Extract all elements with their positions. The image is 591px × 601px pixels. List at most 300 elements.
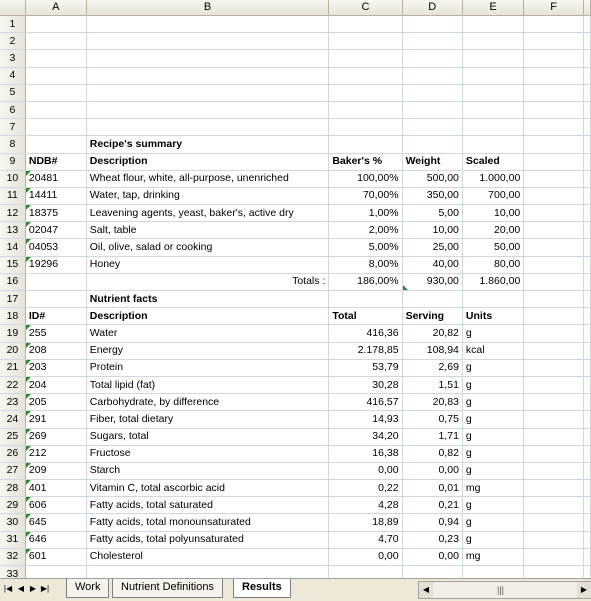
nutrient-total-cell[interactable]: 416,57 (329, 394, 402, 411)
cell[interactable] (584, 239, 591, 256)
header-total[interactable]: Total (329, 308, 402, 325)
nutrient-unit-cell[interactable]: kcal (462, 342, 523, 359)
cell[interactable] (25, 101, 86, 118)
ndb-cell[interactable]: 14411 (25, 187, 86, 204)
cell[interactable] (584, 50, 591, 67)
nutrient-description-cell[interactable]: Protein (86, 359, 329, 376)
description-cell[interactable]: Water, tap, drinking (86, 187, 329, 204)
nutrient-serving-cell[interactable]: 0,21 (402, 497, 462, 514)
table-row (0, 205, 591, 222)
cell[interactable] (584, 187, 591, 204)
nutrient-serving-cell[interactable]: 20,82 (402, 325, 462, 342)
bakers-pct-cell[interactable]: 2,00% (329, 222, 402, 239)
description-cell[interactable]: Wheat flour, white, all-purpose, unenriched (86, 170, 329, 187)
cell[interactable] (25, 273, 86, 290)
row-header[interactable]: 15 (0, 256, 25, 273)
cell[interactable] (524, 205, 584, 222)
header-scaled[interactable]: Scaled (462, 153, 523, 170)
row-header[interactable]: 12 (0, 205, 25, 222)
cell[interactable] (524, 153, 584, 170)
cell[interactable] (524, 170, 584, 187)
row-header[interactable]: 2 (0, 33, 25, 50)
table-row (0, 394, 591, 411)
table-row (0, 548, 591, 565)
ndb-cell[interactable]: 19296 (25, 256, 86, 273)
row-header[interactable]: 10 (0, 170, 25, 187)
nutrient-id-cell[interactable]: 203 (25, 359, 86, 376)
cell[interactable] (524, 119, 584, 136)
bakers-pct-cell[interactable]: 8,00% (329, 256, 402, 273)
column-header-c[interactable]: C (329, 0, 402, 16)
column-header-overflow[interactable] (584, 0, 591, 16)
bakers-pct-cell[interactable]: 5,00% (329, 239, 402, 256)
description-cell[interactable]: Honey (86, 256, 329, 273)
row-header[interactable]: 32 (0, 548, 25, 565)
row-header[interactable]: 21 (0, 359, 25, 376)
cell[interactable] (584, 325, 591, 342)
table-row (0, 480, 591, 497)
nutrient-id-cell[interactable]: 601 (25, 548, 86, 565)
row-header[interactable]: 5 (0, 84, 25, 101)
cell[interactable] (524, 101, 584, 118)
row-header[interactable]: 27 (0, 462, 25, 479)
cell[interactable] (86, 84, 329, 101)
cell[interactable] (584, 67, 591, 84)
cell[interactable] (524, 84, 584, 101)
nutrient-serving-cell[interactable]: 1,71 (402, 428, 462, 445)
select-all-corner[interactable] (0, 0, 25, 16)
cell[interactable] (584, 342, 591, 359)
row-header[interactable]: 23 (0, 394, 25, 411)
nutrient-id-cell[interactable]: 645 (25, 514, 86, 531)
cell[interactable] (584, 84, 591, 101)
cell[interactable] (524, 342, 584, 359)
cell[interactable] (524, 16, 584, 33)
nutrient-description-cell[interactable]: Sugars, total (86, 428, 329, 445)
cell[interactable] (584, 428, 591, 445)
row-header[interactable]: 22 (0, 376, 25, 393)
nutrient-description-cell[interactable]: Carbohydrate, by difference (86, 394, 329, 411)
cell[interactable] (584, 480, 591, 497)
nutrient-id-cell[interactable]: 255 (25, 325, 86, 342)
cell[interactable] (524, 480, 584, 497)
row-header[interactable]: 17 (0, 291, 25, 308)
description-cell[interactable]: Salt, table (86, 222, 329, 239)
cell[interactable] (584, 205, 591, 222)
tab-nutrient-definitions[interactable] (112, 579, 223, 598)
nutrient-unit-cell[interactable]: mg (462, 548, 523, 565)
nutrient-description-cell[interactable]: Vitamin C, total ascorbic acid (86, 480, 329, 497)
weight-cell[interactable]: 10,00 (402, 222, 462, 239)
scaled-cell[interactable]: 700,00 (462, 187, 523, 204)
section-title-nutrients[interactable]: Nutrient facts (86, 291, 329, 308)
nutrient-description-cell[interactable]: Fiber, total dietary (86, 411, 329, 428)
cell[interactable] (329, 84, 402, 101)
cell[interactable] (25, 67, 86, 84)
cell[interactable] (402, 119, 462, 136)
cell[interactable] (329, 101, 402, 118)
scaled-cell[interactable]: 1.000,00 (462, 170, 523, 187)
cell[interactable] (462, 84, 523, 101)
cell[interactable] (462, 101, 523, 118)
cell[interactable] (584, 101, 591, 118)
cell[interactable] (524, 325, 584, 342)
ndb-cell[interactable]: 20481 (25, 170, 86, 187)
cell[interactable] (524, 359, 584, 376)
next-sheet-icon[interactable]: ▶ (29, 584, 37, 593)
row-header[interactable]: 11 (0, 187, 25, 204)
nutrient-id-cell[interactable]: 212 (25, 445, 86, 462)
nutrient-serving-cell[interactable]: 0,01 (402, 480, 462, 497)
cell[interactable] (329, 119, 402, 136)
cell[interactable] (86, 101, 329, 118)
nutrient-serving-cell[interactable]: 20,83 (402, 394, 462, 411)
row-header[interactable]: 28 (0, 480, 25, 497)
nutrient-total-cell[interactable]: 416,36 (329, 325, 402, 342)
nutrient-id-cell[interactable]: 646 (25, 531, 86, 548)
cell[interactable] (25, 566, 86, 579)
cell[interactable] (524, 222, 584, 239)
cell[interactable] (524, 497, 584, 514)
totals-weight[interactable]: 930,00 (402, 273, 462, 290)
nutrient-unit-cell[interactable]: g (462, 411, 523, 428)
row-header[interactable]: 16 (0, 273, 25, 290)
cell[interactable] (86, 119, 329, 136)
column-header-e[interactable]: E (462, 0, 523, 16)
table-row (0, 566, 591, 579)
cell[interactable] (584, 462, 591, 479)
cell[interactable] (329, 33, 402, 50)
first-sheet-icon[interactable]: |◀ (3, 584, 13, 593)
cell[interactable] (524, 411, 584, 428)
row-header[interactable]: 31 (0, 531, 25, 548)
nutrient-id-cell[interactable]: 208 (25, 342, 86, 359)
cell[interactable] (524, 566, 584, 579)
nutrient-total-cell[interactable]: 2.178,85 (329, 342, 402, 359)
row-header[interactable]: 14 (0, 239, 25, 256)
nutrient-total-cell[interactable]: 0,00 (329, 548, 402, 565)
cell[interactable] (584, 170, 591, 187)
cell[interactable] (25, 136, 86, 153)
cell[interactable] (524, 462, 584, 479)
cell[interactable] (462, 566, 523, 579)
table-row (0, 187, 591, 204)
tab-work[interactable] (66, 579, 109, 598)
row-header[interactable]: 20 (0, 342, 25, 359)
nutrient-serving-cell[interactable]: 0,23 (402, 531, 462, 548)
cell[interactable] (524, 394, 584, 411)
nutrient-total-cell[interactable]: 4,70 (329, 531, 402, 548)
nutrient-total-cell[interactable]: 30,28 (329, 376, 402, 393)
nutrient-total-cell[interactable]: 14,93 (329, 411, 402, 428)
cell[interactable] (25, 50, 86, 67)
section-title-recipe[interactable]: Recipe's summary (86, 136, 329, 153)
cell[interactable] (329, 136, 402, 153)
cell[interactable] (462, 50, 523, 67)
nutrient-unit-cell[interactable]: g (462, 514, 523, 531)
cell[interactable] (25, 291, 86, 308)
nutrient-unit-cell[interactable]: g (462, 359, 523, 376)
nutrient-total-cell[interactable]: 0,00 (329, 462, 402, 479)
cell[interactable] (462, 291, 523, 308)
nutrient-id-cell[interactable]: 291 (25, 411, 86, 428)
nutrient-id-cell[interactable]: 205 (25, 394, 86, 411)
table-row (0, 50, 591, 67)
cell[interactable] (329, 67, 402, 84)
cell[interactable] (584, 308, 591, 325)
nutrient-serving-cell[interactable]: 0,94 (402, 514, 462, 531)
row-header[interactable]: 33 (0, 566, 25, 579)
scaled-cell[interactable]: 10,00 (462, 205, 523, 222)
nutrient-unit-cell[interactable]: g (462, 394, 523, 411)
cell[interactable] (584, 411, 591, 428)
cell[interactable] (524, 256, 584, 273)
table-row (0, 170, 591, 187)
cell[interactable] (584, 136, 591, 153)
prev-sheet-icon[interactable]: ◀ (17, 584, 25, 593)
cell[interactable] (462, 136, 523, 153)
nutrient-unit-cell[interactable]: g (462, 531, 523, 548)
ndb-cell[interactable]: 02047 (25, 222, 86, 239)
nutrient-unit-cell[interactable]: g (462, 445, 523, 462)
nutrient-serving-cell[interactable]: 2,69 (402, 359, 462, 376)
cell[interactable] (25, 16, 86, 33)
cell[interactable] (86, 67, 329, 84)
cell[interactable] (584, 273, 591, 290)
column-header-f[interactable]: F (524, 0, 584, 16)
row-header[interactable]: 1 (0, 16, 25, 33)
cell[interactable] (584, 376, 591, 393)
cell[interactable] (524, 514, 584, 531)
cell[interactable] (584, 566, 591, 579)
nutrient-id-cell[interactable]: 401 (25, 480, 86, 497)
cell[interactable] (524, 50, 584, 67)
cell[interactable] (524, 445, 584, 462)
cell[interactable] (584, 16, 591, 33)
nutrient-id-cell[interactable]: 606 (25, 497, 86, 514)
nutrient-serving-cell[interactable]: 108,94 (402, 342, 462, 359)
nutrient-unit-cell[interactable]: g (462, 428, 523, 445)
table-row (0, 325, 591, 342)
scaled-cell[interactable]: 20,00 (462, 222, 523, 239)
cell[interactable] (584, 548, 591, 565)
row-header[interactable]: 24 (0, 411, 25, 428)
cell[interactable] (584, 33, 591, 50)
scaled-cell[interactable]: 80,00 (462, 256, 523, 273)
weight-cell[interactable]: 5,00 (402, 205, 462, 222)
cell[interactable] (584, 359, 591, 376)
cell[interactable] (402, 291, 462, 308)
nutrient-serving-cell[interactable]: 0,75 (402, 411, 462, 428)
cell[interactable] (584, 291, 591, 308)
nutrient-description-cell[interactable]: Fatty acids, total saturated (86, 497, 329, 514)
cell[interactable] (524, 376, 584, 393)
cell[interactable] (25, 119, 86, 136)
nutrient-description-cell[interactable]: Energy (86, 342, 329, 359)
cell[interactable] (462, 16, 523, 33)
scroll-right-icon[interactable]: ▶ (577, 582, 591, 598)
row-header[interactable]: 4 (0, 67, 25, 84)
cell[interactable] (524, 136, 584, 153)
nutrient-unit-cell[interactable]: g (462, 325, 523, 342)
totals-scaled[interactable]: 1.860,00 (462, 273, 523, 290)
cell[interactable] (402, 136, 462, 153)
cell[interactable] (524, 239, 584, 256)
cell[interactable] (524, 67, 584, 84)
nutrient-id-cell[interactable]: 204 (25, 376, 86, 393)
cell[interactable] (584, 119, 591, 136)
row-header[interactable]: 19 (0, 325, 25, 342)
cell[interactable] (524, 33, 584, 50)
totals-pct[interactable]: 186,00% (329, 273, 402, 290)
cell[interactable] (402, 566, 462, 579)
row-header[interactable]: 25 (0, 428, 25, 445)
nutrient-description-cell[interactable]: Fatty acids, total polyunsaturated (86, 531, 329, 548)
cell[interactable] (584, 394, 591, 411)
table-row (0, 497, 591, 514)
row-header[interactable]: 13 (0, 222, 25, 239)
cell[interactable] (402, 67, 462, 84)
bakers-pct-cell[interactable]: 70,00% (329, 187, 402, 204)
header-serving[interactable]: Serving (402, 308, 462, 325)
nutrient-id-cell[interactable]: 269 (25, 428, 86, 445)
totals-label[interactable]: Totals : (86, 273, 329, 290)
nutrient-unit-cell[interactable]: g (462, 497, 523, 514)
cell[interactable] (402, 84, 462, 101)
cell[interactable] (524, 428, 584, 445)
cell[interactable] (584, 256, 591, 273)
cell[interactable] (524, 548, 584, 565)
row-header[interactable]: 7 (0, 119, 25, 136)
nutrient-description-cell[interactable]: Total lipid (fat) (86, 376, 329, 393)
column-header-b[interactable]: B (86, 0, 329, 16)
nutrient-id-cell[interactable]: 209 (25, 462, 86, 479)
nutrient-total-cell[interactable]: 0,22 (329, 480, 402, 497)
row-header[interactable]: 3 (0, 50, 25, 67)
weight-cell[interactable]: 25,00 (402, 239, 462, 256)
tab-label: Results (242, 581, 282, 593)
row-header[interactable]: 26 (0, 445, 25, 462)
header-bakers-pct[interactable]: Baker's % (329, 153, 402, 170)
cell[interactable] (584, 153, 591, 170)
cell[interactable] (329, 50, 402, 67)
description-cell[interactable]: Oil, olive, salad or cooking (86, 239, 329, 256)
scroll-left-icon[interactable]: ◀ (419, 582, 433, 598)
cell[interactable] (402, 50, 462, 67)
nutrient-description-cell[interactable]: Starch (86, 462, 329, 479)
cell[interactable] (402, 16, 462, 33)
cell[interactable] (25, 33, 86, 50)
nutrient-serving-cell[interactable]: 0,82 (402, 445, 462, 462)
scaled-cell[interactable]: 50,00 (462, 239, 523, 256)
nutrient-total-cell[interactable]: 4,28 (329, 497, 402, 514)
cell[interactable] (402, 101, 462, 118)
nutrient-unit-cell[interactable]: g (462, 462, 523, 479)
nutrient-total-cell[interactable]: 53,79 (329, 359, 402, 376)
cell[interactable] (402, 33, 462, 50)
weight-cell[interactable]: 500,00 (402, 170, 462, 187)
cell[interactable] (524, 531, 584, 548)
horizontal-scrollbar[interactable] (418, 581, 591, 599)
description-cell[interactable]: Leavening agents, yeast, baker's, active dry (86, 205, 329, 222)
nutrient-total-cell[interactable]: 16,38 (329, 445, 402, 462)
table-row (0, 411, 591, 428)
cell[interactable] (584, 497, 591, 514)
row-header[interactable]: 29 (0, 497, 25, 514)
row-header[interactable]: 8 (0, 136, 25, 153)
cell[interactable] (524, 291, 584, 308)
cell[interactable] (329, 291, 402, 308)
row-header[interactable]: 30 (0, 514, 25, 531)
cell[interactable] (86, 566, 329, 579)
cell[interactable] (584, 445, 591, 462)
header-units[interactable]: Units (462, 308, 523, 325)
column-header-a[interactable]: A (25, 0, 86, 16)
header-description[interactable]: Description (86, 153, 329, 170)
table-row (0, 67, 591, 84)
table-row (0, 445, 591, 462)
ndb-cell[interactable]: 04053 (25, 239, 86, 256)
cell[interactable] (524, 273, 584, 290)
row-header[interactable]: 6 (0, 101, 25, 118)
nutrient-serving-cell[interactable]: 0,00 (402, 548, 462, 565)
nutrient-description-cell[interactable]: Water (86, 325, 329, 342)
table-row (0, 256, 591, 273)
header-description[interactable]: Description (86, 308, 329, 325)
cell[interactable] (584, 514, 591, 531)
row-header[interactable]: 9 (0, 153, 25, 170)
header-id[interactable]: ID# (25, 308, 86, 325)
last-sheet-icon[interactable]: ▶| (40, 584, 50, 593)
nutrient-description-cell[interactable]: Fatty acids, total monounsaturated (86, 514, 329, 531)
table-row (0, 273, 591, 290)
cell[interactable] (25, 84, 86, 101)
nutrient-unit-cell[interactable]: mg (462, 480, 523, 497)
cell[interactable] (584, 222, 591, 239)
cell[interactable] (462, 33, 523, 50)
bakers-pct-cell[interactable]: 100,00% (329, 170, 402, 187)
nutrient-serving-cell[interactable]: 1,51 (402, 376, 462, 393)
cell[interactable] (584, 531, 591, 548)
nutrient-unit-cell[interactable]: g (462, 376, 523, 393)
scroll-grip-icon[interactable]: ||| (497, 585, 505, 595)
nutrient-description-cell[interactable]: Cholesterol (86, 548, 329, 565)
header-ndb[interactable]: NDB# (25, 153, 86, 170)
cell[interactable] (86, 33, 329, 50)
cell[interactable] (86, 16, 329, 33)
cell[interactable] (462, 119, 523, 136)
weight-cell[interactable]: 40,00 (402, 256, 462, 273)
tab-results[interactable] (233, 579, 291, 598)
column-header-d[interactable]: D (402, 0, 462, 16)
cell[interactable] (329, 566, 402, 579)
bakers-pct-cell[interactable]: 1,00% (329, 205, 402, 222)
row-header[interactable]: 18 (0, 308, 25, 325)
nutrient-total-cell[interactable]: 34,20 (329, 428, 402, 445)
table-row (0, 16, 591, 33)
nutrient-description-cell[interactable]: Fructose (86, 445, 329, 462)
weight-cell[interactable]: 350,00 (402, 187, 462, 204)
nutrient-total-cell[interactable]: 18,89 (329, 514, 402, 531)
cell[interactable] (86, 50, 329, 67)
cell[interactable] (462, 67, 523, 84)
header-weight[interactable]: Weight (402, 153, 462, 170)
ndb-cell[interactable]: 18375 (25, 205, 86, 222)
cell[interactable] (524, 308, 584, 325)
cell[interactable] (524, 187, 584, 204)
cell[interactable] (329, 16, 402, 33)
nutrient-serving-cell[interactable]: 0,00 (402, 462, 462, 479)
